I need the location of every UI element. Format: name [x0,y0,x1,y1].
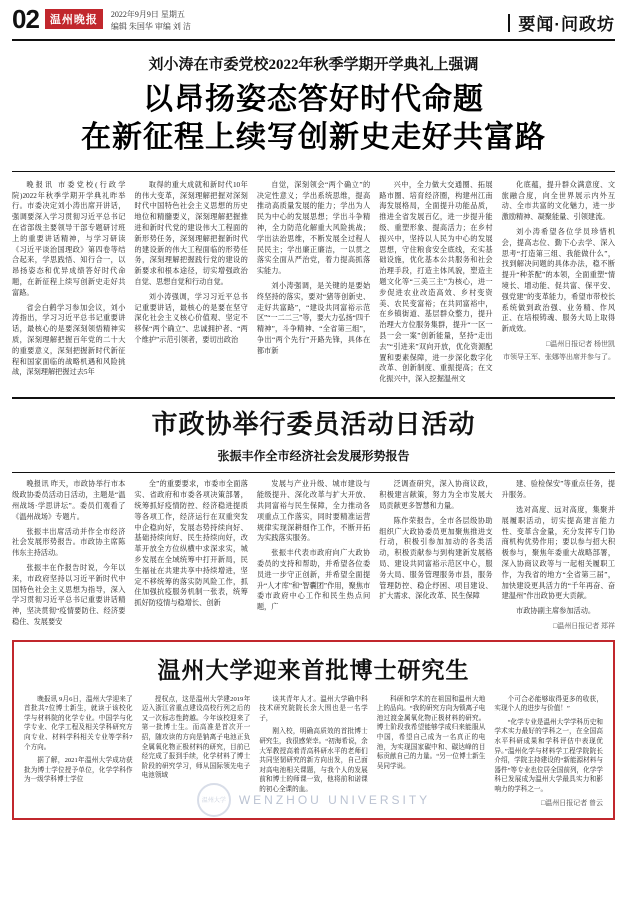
paragraph: 兴中，全力做大交通圈、拓展路市圈、培育经济圈，构建州江南海发展格局，全面提升功能品质，推进全省发展百亿，进一步提升能级、重塑形象、提高活力；在乡村振兴中，坚持以人民为中心的发展思想，守住粮食安全底线，充实基础设施，优化基本公共服务和社会治理手段，打造主体风貌，塑造主题文化等“三美三主”为核心，进一步促进农业改造高效、乡村变资美、农民变富裕；在共同富裕中，在乡镇街道、基层群众整力，提升治理大方位服务集群，提升“一区一县一会一案”创新能量，坚持“走出去”“引进来”双向开放，优化资源配置和要素保障，进一步深化数字化改革、创新制度、重振提高；在文化振兴中，深入挖掘温州文 [379,180,493,384]
lead-column [134,180,247,389]
byline: □温州日报记者 杨世凯 [546,340,616,348]
story-politics-meeting [12,409,615,632]
story2-column [12,479,125,631]
lead-column [379,180,492,389]
university-seal-icon: 温州大学 [197,783,231,817]
editor-line: 编辑 朱国华 审编 刘 洁 [110,21,191,31]
section-divider [12,397,615,399]
paragraph: 刘小涛强调，是关键的是要始终坚持的落实，要对“猪等创新史、走好共富路”，“建设共同富裕示范区”“一二二三”等，要大力弘扬“四千精神”，斗争精神、“全省第三组”，争出“两个先行”开路先锋，具体在都市新 [256,282,371,355]
lead-story [12,41,615,157]
paragraph: 刘小涛强调，学习习近平总书记重要讲话，最核心的是要在坚守深化社会主义核心价值观、坚定不移保“两个确立”、忠诚拥护者、“两个维护”示范引领者，要切出政治 [134,292,248,344]
paragraph: 建、验检保安”等重点任务，提升服务。 [501,480,616,500]
lead-headline-line2: 在新征程上续写创新史走好共富路 [81,121,546,155]
rule [12,472,615,473]
story3-column [24,695,133,809]
story2-column [502,479,615,631]
byline-secondary: 市领导王军、张娜等出席并参与了。 [503,352,616,361]
rule [12,171,615,172]
paragraph: 泛调查研究，深入协商议政，积极建言献策，努力为全市发展大局贡献更多智慧和力量。 [379,480,493,511]
paragraph: 科研和学术的在祖国和温州大地上的品向。“我的研究方向为锁离子电池过渡金属氧化物正极材料的研究。博士阶段我希望能够学成归来能服从中国，希望自己成为一名真正的电池，为实现国家碳中和、碳达峰的目标贡献自己的力量。“另一位博士新生吴同学说。 [376,695,486,770]
paragraph: 化底蕴，提升群众满意度、文旅融合度，向全世界展示内外互动、全市共富的文化魅力，进一步激励精神、凝聚能量、引领建流。 [501,180,616,222]
paragraph: 晚报讯 9月6日，温州大学迎来了首批共7位博士新生，就读于该校化学与材料院的化学专业。中国学与化学专业、化学工程及相关学科研究方向专业、材料学科相关专业等学科7个方向。 [24,695,133,751]
masthead-section [508,6,615,35]
story3-body [24,695,603,809]
paragraph: 张振丰在作报告时说，今年以来，市政府坚持以习近平新时代中国特色社会主义思想为指导，深入学习贯彻习近平总书记重要讲话精神，坚决贯彻“疫情要防住、经济要稳住、发展要安 [12,564,126,627]
lead-body [12,180,615,389]
story2-column [379,479,492,631]
page-number: 02 [12,4,39,34]
divider-icon [508,14,510,32]
story3-column [142,695,251,809]
paragraph: 张振丰出席活动并作全市经济社会发展形势报告。市政协主席陈伟东主持活动。 [12,527,126,558]
lead-column [257,180,370,389]
story-wzu-phd [12,640,615,820]
story2-column [134,479,247,631]
masthead-meta [111,6,191,32]
paragraph: 张振丰代表市政府向广大政协委员的支持和帮助，并希望各位委员进一步守正创新，并希望全面提升“人才库”和“智囊团”作用，聚焦市委市政府中心工作和民生热点问题，广 [256,549,371,612]
paragraph: 自觉，深刻领会“两个确立”的决定性意义；学出系统思维，提高推动高质量发展的能力；学出为人民为中心的发展思想；学出斗争精神，全力防范化解重大风险挑战；学出法治思维，不断发展全过程人民民主；学出廉正廉洁，一以贯之落实全面从严治党，着力提高抓落实能力。 [256,180,371,276]
lead-kicker: 刘小涛在市委党校2022年秋季学期开学典礼上强调 [148,57,479,73]
section-title: 要闻·问政坊 [518,15,615,34]
lead-headline [12,81,615,157]
paragraph: 省会白鹤学习参加会议，刘小涛指出，学习习近平总书记重要讲话，最核心的是要深刻领悟精神实质，深刻理解把握百年党的二十大的重要意义，深刻把握新时代新征程和国家面临的战略机遇和风险挑战，深刻理解把握过去5年 [12,303,126,377]
story3-headline: 温州大学迎来首批博士研究生 [157,657,470,683]
story2-subhead: 张振丰作全市经济社会发展形势报告 [217,449,410,464]
lead-headline-line1: 以昂扬姿态答好时代命题 [143,83,484,117]
story2-headline: 市政协举行委员活动日活动 [151,409,476,439]
paragraph: 市政协副主席参加活动。 [516,607,596,616]
paper-logo: 温州晚报 [45,9,103,29]
paragraph: 陈作荣报告，全市各层级协助组织广大政协委员更加聚焦推进支行动，积极引参加加动的各类活动，积极贡献参与到构建新发展格局、建设共同富裕示范区中心，服务大局、服务管理服务市县，服务管理防控、稳企纾困、项目建设、扩大需求、深化改革、民生保障 [379,516,493,601]
paragraph: 谈其青年人才。温州大学确中科技术研究院院长余大围也是一名学子， [259,695,368,722]
paragraph: 晚报讯 市委党校(行政学院)2022年秋季学期开学典礼昨举行。市委决定刘小涛出席开讲话，强调要深入学习贯彻习近平总书记在省部级主要领导干部专题研讨班上的重要讲话精神，与学习研读《习近平谈治国理政》第四卷等结合起来，学思践悟、知行合一，以昂扬姿态和优异成绩答好时代命题，在新征程上续写创新史走好共富路。 [12,180,126,297]
watermark-text: WENZHOU UNIVERSITY [238,792,431,807]
paragraph: 晚报讯 昨天，市政协举行市本级政协委员活动日活动，主题是“温州战场·学思讲坛”。委员们观看了《温州战场》专题片。 [12,480,126,521]
lead-column [502,180,615,389]
paragraph: 授权点，这是温州大学建2019年迈入浙江省重点建设高校行列之后的又一次标志性跨越。今年该校迎来了第一批博士生。而高准是首次开一招，随攻读的方向是钠离子电池正负全属氧化物正极材料的研究，目前已经完成了报到手续，化学材料了博士阶段的研究学习，师从国际领先电子电池领域 [141,695,251,780]
story2-column [257,479,370,631]
paragraph: 刘小涛希望各位学员珍惜机会，提高志位、勤下心去学、深入思考“打造第三组、我能做什么”，找到解决问题的具体办法，稳不断提升“种茶配”的本领，全面重塑“情境长、增动能、促共富、保平安、强党建”的变革能力，希望市带校长系统做到政治强、业务精、作风正、在培根铸魂、服务大局上取得新成效。 [501,228,616,334]
paragraph: 个可合必能够取得更多的收获，实现个人的进步与价值！” [494,695,603,713]
paragraph: 据了解，2021年温州大学成功获批为博士学位授予单位，化学学科作为一级学科博士学位 [24,757,133,784]
byline: □温州日报记者 曾云 [540,799,603,808]
byline: □温州日报记者 郑祥 [553,622,616,631]
lead-column [12,180,125,389]
paragraph: “化学专业是温州大学学科历史和学术实力最好的学科之一，在全国高水平科研成果和学科评估中表现优异。”温州化学与材料学工程学院院长介绍，学院主持建设的“新能源材料与器件”等专业也位居全国前列，化学学科已发展成为温州大学最具实力和影响力的学科之一。 [494,718,603,793]
paragraph: 刚入校，明确高质效的首批博士研究生，我很感荣幸。“初海希说，余大军教授高着青高科研水平的老师们共同坚韧研究的新方向出发，自己面对高电池相关课题，与我个人的发展前和博士的师课一致，他将前和诺课的初心全课的血。 [259,728,368,793]
paragraph: 全”的重要要求，市委市全面落实、省政府和市委各项决策部署，统筹抓好疫情防控、经济稳进提质等各项工作，经济运行在双重突发中企稳向好，发展态势持续向好、基础持续向好、民生持续向好，改革开放全方位纵横中求深求实，城乡发展在全域统筹中打开新局，民生福祉在共建共享中持续增进，坚定不移统筹的落实防风险工作，抓住加强抗疫服务机制一张表，统筹抓好防疫情与稳增长、创新 [134,480,248,608]
story3-column [377,695,486,809]
paragraph: 发展与产业升级、城市建设与能级提升、深化改革与扩大开放、共同富裕与民生保障，全力推动各项重点工作落实，同时要精准运营规律实现深耕细作工作，不断开拓为实践落实服务。 [256,480,371,543]
date-line: 2022年9月9日 星期五 [110,10,185,19]
masthead [12,0,615,41]
story3-column [259,695,368,809]
paragraph: 取得的重大成就和新时代10年的伟大变革，深刻理解把握对深刻时代中国特色社会主义思想的历史地位和精髓要义，深刻理解把握推进和新时代党的建设伟大工程面的新形势任务，深刻理解把握新时代的建设新的伟大工程面临的形势任务，深刻理解把握践行党的建设的新要求和根本途径，切实增强政治自觉、思想自觉和行动自觉。 [134,180,248,287]
paragraph: 选对高度、远对高度，集聚并展履职活动，切实提高建言能力性、变革含金量，充分发挥专门协商机构优势作用；要以参与招大积极参与，聚焦年委重大战略部署，深入协商议政等与一起相关履职工作，为我省的地方“全省第三届”，加快建设更具活力的“千年再奋、奋建温州”作出政协更大贡献。 [501,506,616,601]
story3-column [494,695,603,809]
story2-body [12,479,615,631]
